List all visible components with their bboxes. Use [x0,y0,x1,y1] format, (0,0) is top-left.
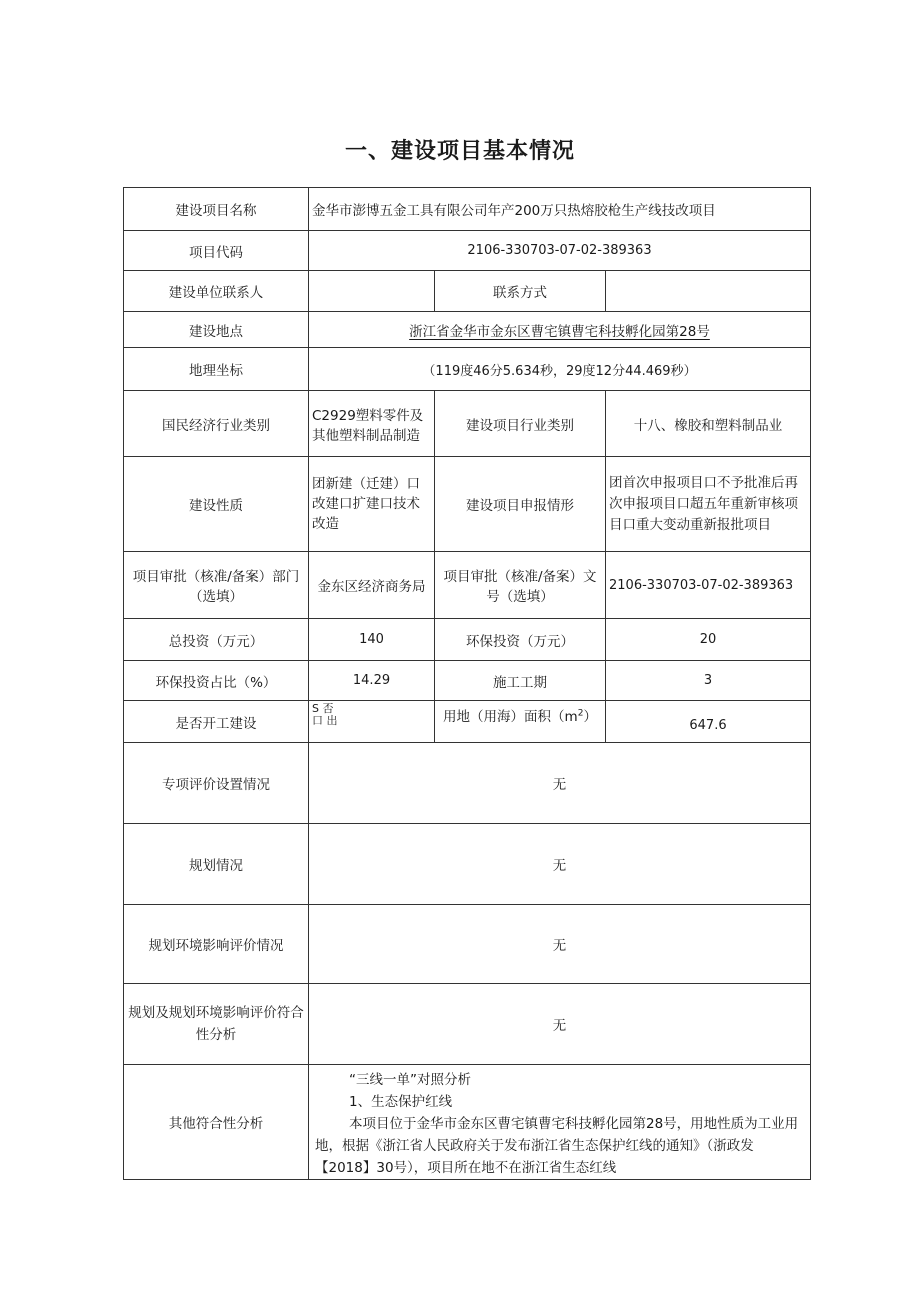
label-contact-method: 联系方式 [435,271,606,312]
row-coordinates [124,348,811,391]
label-construction-period: 施工工期 [435,661,606,701]
row-approval [124,552,811,619]
label-industry-category: 国民经济行业类别 [124,391,309,457]
value-industry-category: C2929塑料零件及其他塑料制品制造 [309,391,435,457]
row-project-name [124,188,811,231]
value-project-code: 2106-330703-07-02-389363 [309,231,811,271]
value-construction-nature: 团新建（迁建）口改建口扩建口技术改造 [309,457,435,552]
started-option-no: S 否 [312,702,334,715]
value-project-name: 金华市澎博五金工具有限公司年产200万只热熔胶枪生产线技改项目 [309,188,811,231]
label-land-area [435,701,606,743]
row-project-code [124,231,811,271]
row-investment [124,619,811,661]
row-other-conformity [124,1065,811,1180]
label-planning-conformity: 规划及规划环境影响评价符合性分析 [124,984,309,1065]
row-planning-eia [124,905,811,984]
label-other-conformity: 其他符合性分析 [124,1065,309,1180]
value-contact-method [606,271,811,312]
project-info-table [123,187,811,1180]
ecological-redline-heading: 1、生态保护红线 [349,1094,453,1110]
row-location [124,312,811,348]
label-project-industry: 建设项目行业类别 [435,391,606,457]
land-area-label-text: 用地（用海）面积（m [443,709,578,725]
value-contact-person [309,271,435,312]
label-declaration-situation: 建设项目申报情形 [435,457,606,552]
value-special-evaluation: 无 [309,743,811,824]
page-title: 一、建设项目基本情况 [344,139,575,164]
label-total-investment: 总投资（万元） [124,619,309,661]
label-construction-nature: 建设性质 [124,457,309,552]
started-option-yes: 口 出 [312,714,338,727]
label-planning-eia: 规划环境影响评价情况 [124,905,309,984]
value-coordinates: （119度46分5.634秒，29度12分44.469秒） [309,348,811,391]
land-area-label-end: ） [583,709,597,725]
analysis-heading: “三线一单”对照分析 [349,1072,471,1088]
label-project-name: 建设项目名称 [124,188,309,231]
label-coordinates: 地理坐标 [124,348,309,391]
value-construction-period: 3 [606,661,811,701]
label-env-investment: 环保投资（万元） [435,619,606,661]
row-planning [124,824,811,905]
value-project-industry: 十八、橡胶和塑料制品业 [606,391,811,457]
label-special-evaluation: 专项评价设置情况 [124,743,309,824]
value-approval-department: 金东区经济商务局 [309,552,435,619]
value-started [309,701,435,743]
value-env-ratio: 14.29 [309,661,435,701]
value-planning-eia: 无 [309,905,811,984]
label-planning: 规划情况 [124,824,309,905]
label-env-ratio: 环保投资占比（%） [124,661,309,701]
label-started: 是否开工建设 [124,701,309,743]
label-approval-department: 项目审批（核准/备案）部门（选填） [124,552,309,619]
label-project-code: 项目代码 [124,231,309,271]
value-approval-number: 2106-330703-07-02-389363 [606,552,811,619]
row-contact [124,271,811,312]
ecological-redline-paragraph: 本项目位于金华市金东区曹宅镇曹宅科技孵化园第28号，用地性质为工业用地，根据《浙江省人民政府关于发布浙江省生态保护红线的通知》（浙政发【2018】30号），项目所在地不在浙江省生态红线 [315,1116,799,1176]
value-planning-conformity: 无 [309,984,811,1065]
row-industry [124,391,811,457]
row-nature [124,457,811,552]
value-total-investment: 140 [309,619,435,661]
label-approval-number: 项目审批（核准/备案）文号（选填） [435,552,606,619]
label-contact-person: 建设单位联系人 [124,271,309,312]
value-land-area: 647.6 [606,701,811,743]
value-env-investment: 20 [606,619,811,661]
row-special-evaluation [124,743,811,824]
row-ratio [124,661,811,701]
row-planning-conformity [124,984,811,1065]
value-location: 浙江省金华市金东区曹宅镇曹宅科技孵化园第28号 [309,312,811,348]
row-started [124,701,811,743]
land-area-unit-exponent: 2 [577,708,584,719]
value-planning: 无 [309,824,811,905]
value-declaration-situation: 团首次申报项目口不予批准后再次申报项目口超五年重新审核项目口重大变动重新报批项目 [606,457,811,552]
label-location: 建设地点 [124,312,309,348]
value-other-conformity [309,1065,811,1180]
